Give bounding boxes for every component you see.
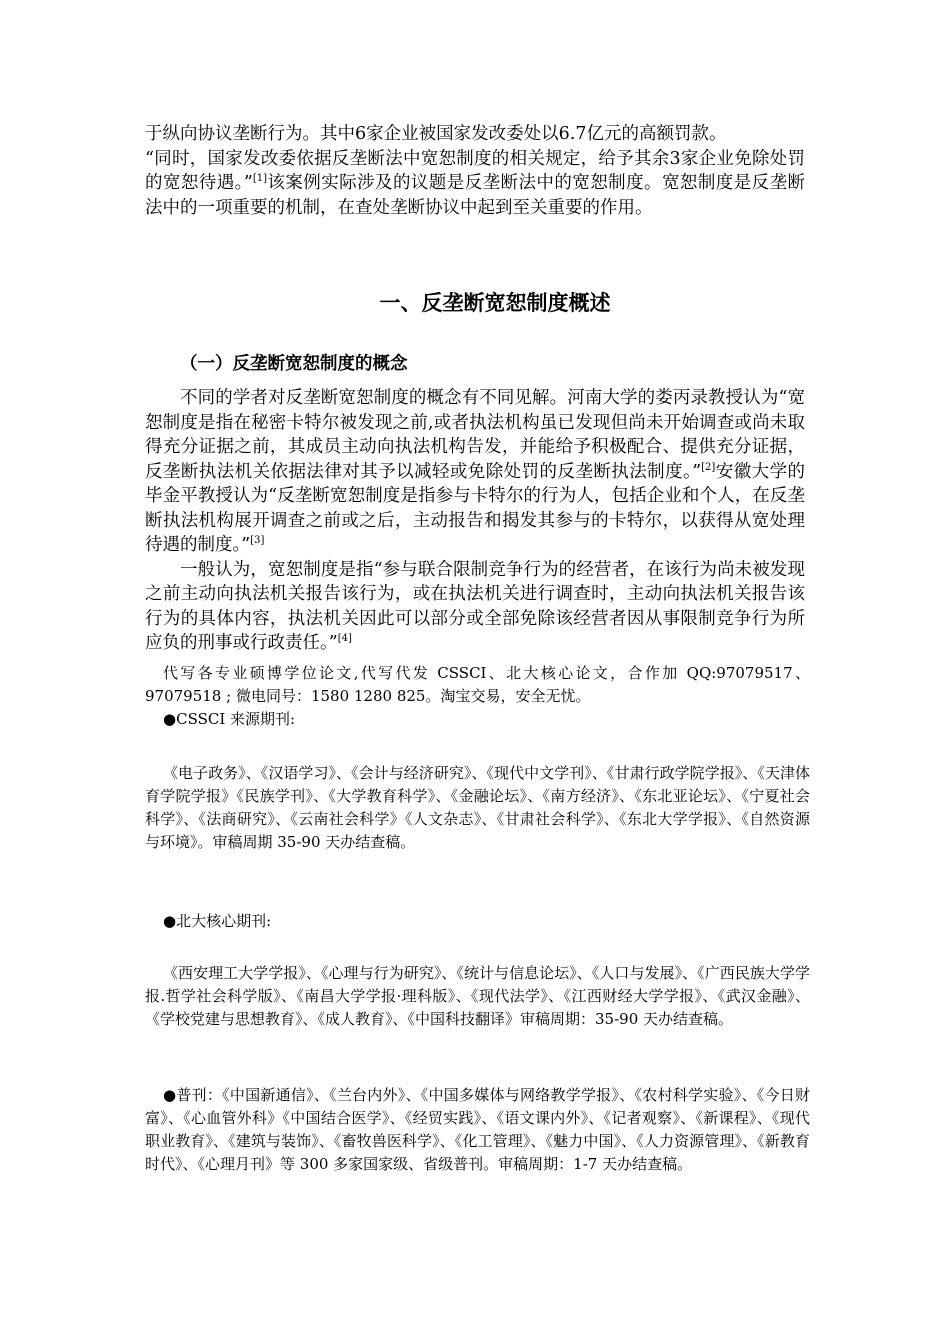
ad-contact: 代写各专业硕博学位论文,代写代发 CSSCI、北大核心论文，合作加 QQ:97079517、97079518 ; 微电同号：1580 1280 825。淘宝交易，安全无忧。 bbox=[145, 664, 810, 705]
citation-2: [2] bbox=[701, 461, 716, 473]
intro-paragraph bbox=[145, 122, 805, 220]
intro-text: 该案例实际涉及的议题是反垄断法中的宽恕制度。宽恕制度是反垄断法中的一项重要的机制，在查处垄断协议中起到至关重要的作用。 bbox=[145, 173, 806, 218]
citation-3: [3] bbox=[250, 535, 265, 546]
citation-1: [1] bbox=[252, 173, 267, 184]
paragraph-general-view: 一般认为，宽恕制度是指“参与联合限制竞争行为的经营者，在该行为尚未被发现之前主动向执法机关报告该行为，或在执法机关进行调查时，主动向执法机关报告该行为的具体内容，执法机关因此可以部分或全部免除该经营者因从事限制竞争行为所应负的刑事或行政责任。”[4] bbox=[145, 559, 805, 653]
intro-quote: “同时，国家发改委依据反垄断法中宽恕制度的相关规定，给予其余3家企业免除处罚的宽恕待遇。” bbox=[145, 148, 805, 193]
cssci-title: ●CSSCI 来源期刊: bbox=[163, 710, 296, 728]
general-journal-list: ●普刊：《中国新通信》、《兰台内外》、《中国多媒体与网络教学学报》、《农村科学实验》、《今日财富》、《心血管外科》《中国结合医学》、《经贸实践》、《语文课内外》、《记者观察》、《新课程》、《现代职业教育》、《建筑与装饰》、《畜牧兽医科学》、《化工管理》、《魅力中国》、《人力资源管理》、《新教育时代》、《心理月刊》等 300 多家国家级、省级普刊。审稿周期：1-7 天办结查稿。 bbox=[145, 1086, 810, 1173]
section-heading: 一、反垄断宽恕制度概述 bbox=[379, 291, 611, 315]
subsection-heading: （一）反垄断宽恕制度的概念 bbox=[180, 354, 408, 374]
intro-line1: 于纵向协议垄断行为。其中6家企业被国家发改委处以6.7亿元的高额罚款。 bbox=[145, 124, 727, 144]
pku-title: ●北大核心期刊: bbox=[163, 912, 272, 930]
concept-paragraphs bbox=[145, 386, 805, 656]
cssci-journal-list: 《电子政务》、《汉语学习》、《会计与经济研究》、《现代中文学刊》、《甘肃行政学院学报》、《天津体育学院学报》《民族学刊》、《大学教育科学》、《金融论坛》、《南方经济》、《东北亚论坛》、《宁夏社会科学》、《法商研究》、《云南社会科学》《人文杂志》、《甘肃社会科学》、《东北大学学报》、《自然资源与环境》。审稿周期 35-90 天办结查稿。 bbox=[145, 764, 810, 851]
pku-journal-list: 《西安理工大学学报》、《心理与行为研究》、《统计与信息论坛》、《人口与发展》、《广西民族大学学报.哲学社会科学版》、《南昌大学学报·理科版》、《现代法学》、《江西财经大学学报》、《武汉金融》、《学校党建与思想教育》、《成人教育》、《中国科技翻译》审稿周期：35-90 天办结查稿。 bbox=[145, 964, 810, 1028]
paragraph-definitions: 不同的学者对反垄断宽恕制度的概念有不同见解。河南大学的娄丙录教授认为“宽恕制度是指在秘密卡特尔被发现之前,或者执法机构虽已发现但尚未开始调查或尚未取得充分证据之前，其成员主动向执法机构告发，并能给予积极配合、提供充分证据，反垄断执法机关依据法律对其予以减轻或免除处罚的反垄断执法制度。”[2]安徽大学的毕金平教授认为“反垄断宽恕制度是指参与卡特尔的行为人，包括企业和个人，在反垄断执法机构展开调查之前或之后，主动报告和揭发其参与的卡特尔，以获得从宽处理待遇的制度。”[3] bbox=[145, 388, 805, 555]
pku-title-block bbox=[145, 910, 810, 933]
citation-4: [4] bbox=[337, 633, 352, 644]
ad-contact-block bbox=[145, 662, 810, 731]
